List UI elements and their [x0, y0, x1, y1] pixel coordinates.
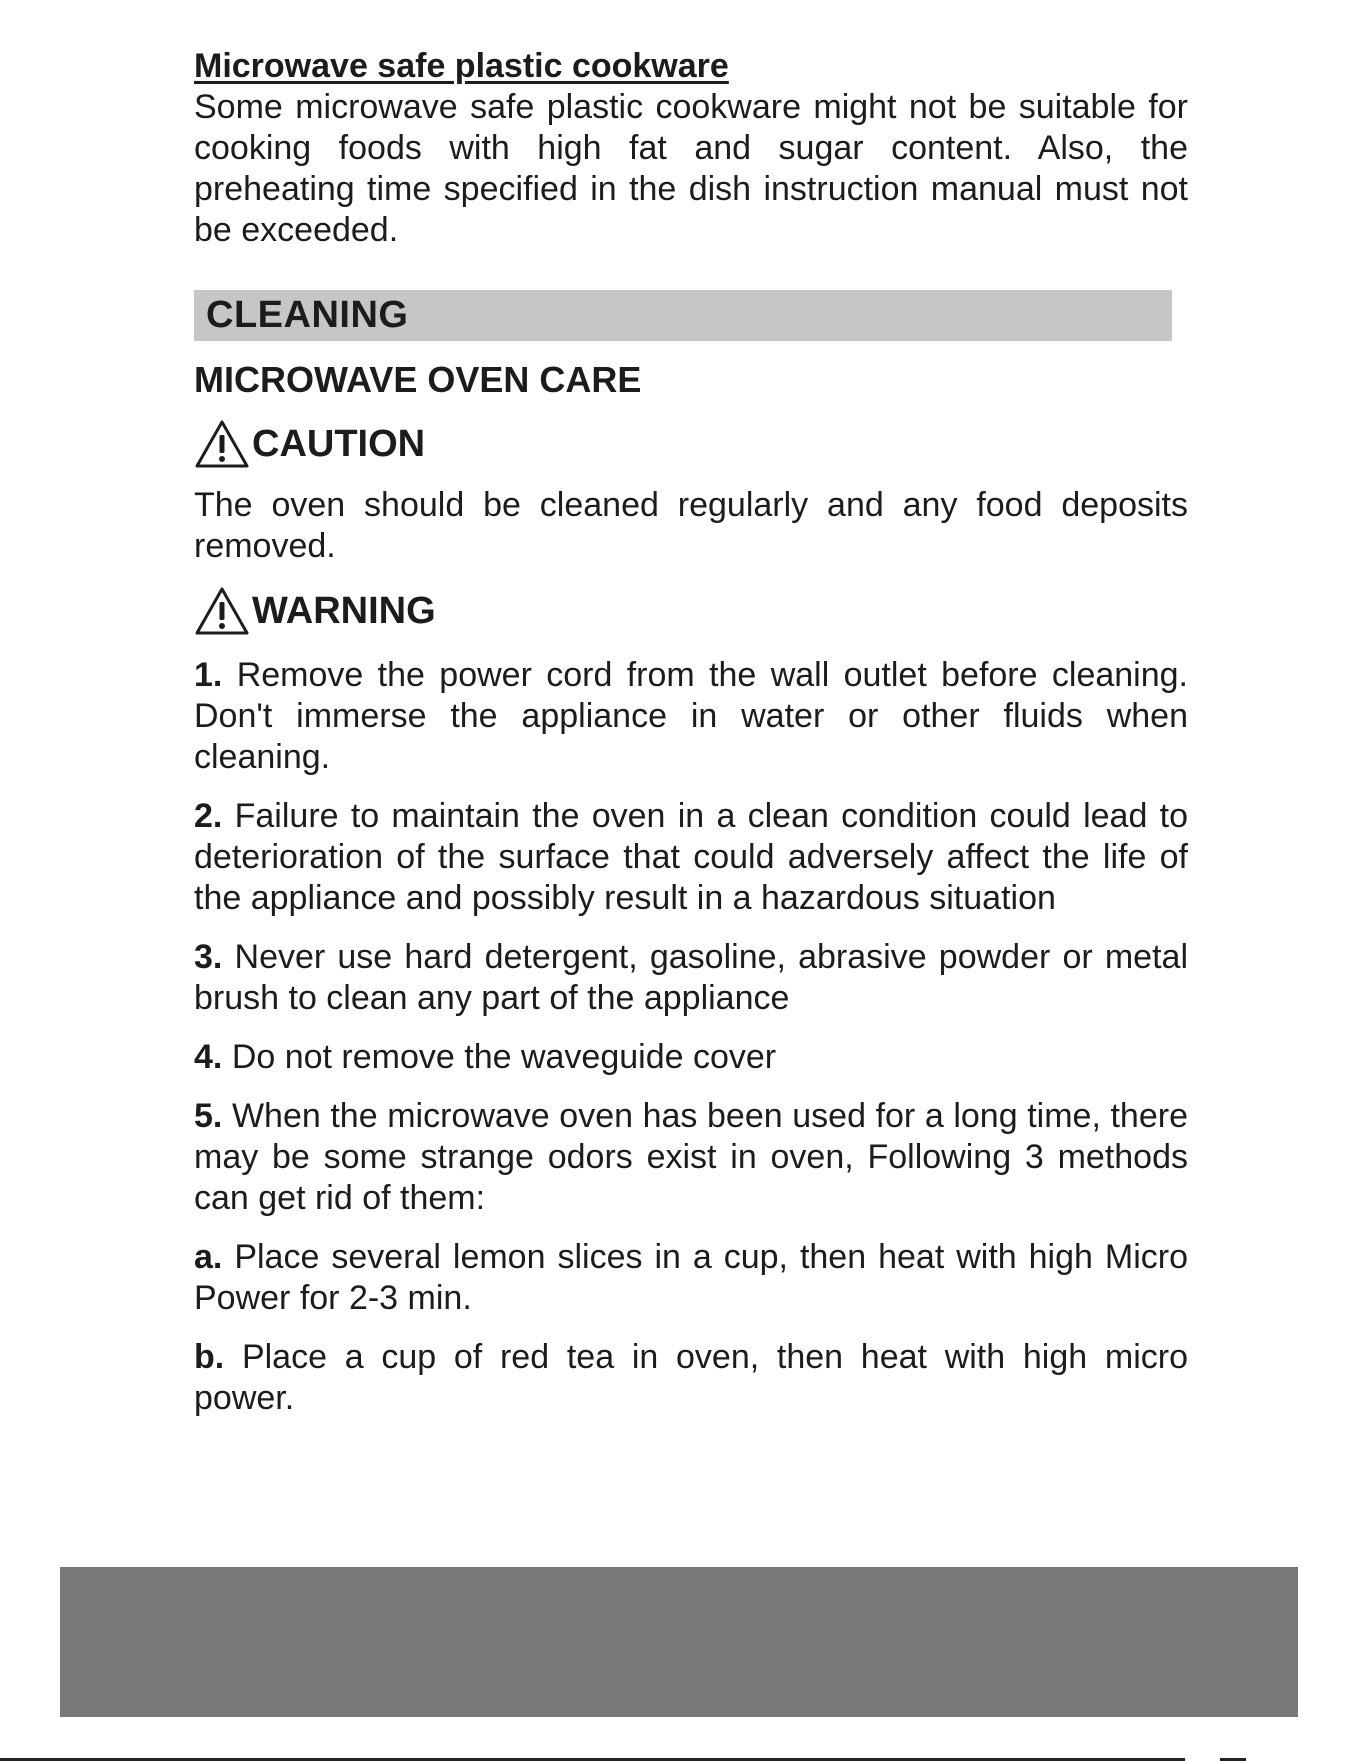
item-number: 5. — [194, 1097, 223, 1135]
warning-heading — [194, 585, 436, 637]
list-item — [194, 937, 1188, 1019]
list-item — [194, 796, 1188, 919]
list-item — [194, 1337, 1188, 1419]
item-number: 1. — [194, 656, 223, 694]
item-text: Never use hard detergent, gasoline, abrasive powder or metal brush to clean any part of the appliance — [194, 938, 1188, 1017]
item-text: Do not remove the waveguide cover — [231, 1038, 777, 1076]
item-number: a. — [194, 1238, 223, 1276]
warning-triangle-icon — [194, 585, 250, 637]
item-number: b. — [194, 1338, 225, 1376]
list-item — [194, 1037, 1188, 1078]
caution-paragraph: The oven should be cleaned regularly and any food deposits removed. — [194, 486, 1188, 565]
list-item — [194, 1237, 1188, 1319]
warning-list — [194, 655, 1188, 1437]
plastic-section — [194, 46, 1188, 251]
item-number: 3. — [194, 938, 223, 976]
item-text: Place several lemon slices in a cup, then heat with high Micro Power for 2-3 min. — [194, 1238, 1188, 1317]
section-band — [194, 290, 1172, 341]
warning-triangle-icon — [194, 418, 250, 470]
item-number: 4. — [194, 1038, 223, 1076]
caution-heading — [194, 418, 425, 470]
plastic-heading: Microwave safe plastic cookware — [194, 47, 729, 85]
item-number: 2. — [194, 797, 223, 835]
footer-bar — [60, 1567, 1298, 1717]
item-text: Place a cup of red tea in oven, then heat with high micro power. — [194, 1338, 1188, 1417]
caution-label: CAUTION — [252, 423, 426, 465]
item-text: When the microwave oven has been used for a long time, there may be some strange odors exist in oven, Following 3 methods can get rid of them: — [194, 1097, 1188, 1217]
list-item — [194, 1096, 1188, 1219]
plastic-paragraph: Some microwave safe plastic cookware might not be suitable for cooking foods with high fat and sugar content. Also, the preheating time specified in the dish instruction manual must not be exceeded. — [194, 88, 1188, 249]
care-title: MICROWAVE OVEN CARE — [194, 359, 642, 400]
warning-label: WARNING — [252, 590, 436, 632]
item-text: Remove the power cord from the wall outlet before cleaning. Don't immerse the appliance in water or other fluids when cleaning. — [194, 656, 1188, 776]
caution-body — [194, 485, 1188, 567]
list-item — [194, 655, 1188, 778]
section-title: CLEANING — [206, 294, 409, 336]
item-text: Failure to maintain the oven in a clean condition could lead to deterioration of the surface that could adversely affect the life of the appliance and possibly result in a hazardous situation — [194, 797, 1188, 917]
